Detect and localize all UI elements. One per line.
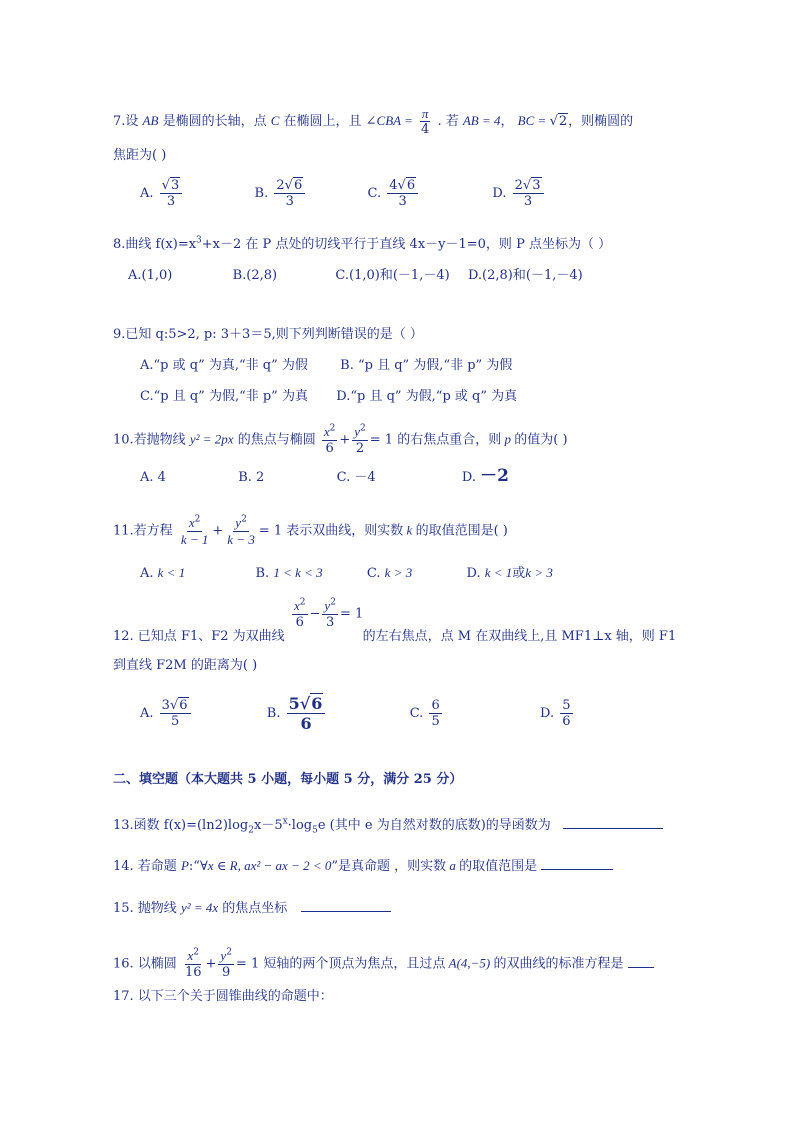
- q10-option-b[interactable]: B. 2: [238, 470, 265, 485]
- q8-option-b[interactable]: B.(2,8): [232, 268, 278, 283]
- q12-options: [140, 694, 575, 733]
- q8-option-a[interactable]: A.(1,0): [128, 268, 173, 283]
- q15-answer-blank[interactable]: [301, 899, 391, 912]
- q10-option-d[interactable]: D. －2: [461, 466, 509, 486]
- question-13: 13.函数 $f(x)=(\ln 2)\log_2x-5^x\cdot\log_5e$ (其中 e 为自然对数的底数)的导函数为: [113, 816, 663, 836]
- q7-option-a[interactable]: A. $\frac{√3}{3}$: [140, 186, 184, 201]
- question-10: 10.若抛物线 y² = 2px 的焦点与椭圆 $\frac{x^2}{6}$ + $\frac{y^2}{2}$ = 1 的右焦点重合，则 p 的值为( ): [113, 423, 568, 456]
- q7-option-c[interactable]: C. $\frac{4√6}{3}$: [368, 186, 421, 201]
- q8-options: [128, 266, 583, 286]
- q10-options: [140, 466, 509, 488]
- q14-answer-blank[interactable]: [541, 857, 613, 870]
- question-8: 8.曲线 $f(x)=x^3+x-2$ 在 P 点处的切线平行于直线 4x－y－1=0，则 P 点坐标为（ ）: [113, 235, 612, 252]
- q9-option-a[interactable]: A.“p 或 q” 为真,“非 q” 为假: [140, 358, 308, 373]
- q9-option-d[interactable]: D.“p 且 q” 为假,“p 或 q” 为真: [336, 389, 518, 404]
- q8-option-d[interactable]: D.(2,8)和(－1,－4): [467, 268, 583, 283]
- q7-option-b[interactable]: B. $\frac{2√6}{3}$: [255, 186, 308, 201]
- q12-option-a[interactable]: A. $\frac{3√6}{5}$: [140, 706, 193, 721]
- q12-option-c[interactable]: C. $\frac{6}{5}$: [409, 698, 440, 729]
- q11-option-d[interactable]: D. k < 1或k > 3: [466, 565, 553, 581]
- question-7: 7.设 AB 是椭圆的长轴，点 C 在椭圆上，且 ∠CBA = $\frac{\pi}{4}$ . 若 AB = 4， BC = √2，则椭圆的: [113, 106, 634, 137]
- q11-options: [140, 563, 553, 584]
- question-12-cont: 到直线 F2M 的距离为( ): [113, 658, 258, 673]
- q7-options: [140, 178, 546, 209]
- q11-option-a[interactable]: A. k < 1: [140, 565, 186, 581]
- q12-option-b[interactable]: B. $\frac{5√6}{6}$: [267, 706, 328, 721]
- question-15: 15. 抛物线 y² = 4x 的焦点坐标: [113, 898, 391, 919]
- question-16: 16. 以椭圆 $\frac{x^2}{16}$ + $\frac{y^2}{9}$ = 1 短轴的两个顶点为焦点，且过点 A(4,−5) 的双曲线的标准方程是: [113, 948, 654, 980]
- q9-options-row1: [140, 356, 512, 376]
- q13-answer-blank[interactable]: [563, 816, 663, 829]
- question-9: 9.已知 q:5>2, p: 3＋3＝5,则下列判断错误的是（ ）: [113, 327, 423, 342]
- q11-option-b[interactable]: B. 1 < k < 3: [255, 565, 323, 581]
- q12-hyperbola: $\frac{x^2}{6}$ − $\frac{y^2}{3}$ = 1: [294, 597, 364, 630]
- question-14: 14. 若命题 P:“∀x ∈ R, ax² − ax − 2 < 0”是真命题 ，则实数 a 的取值范围是: [113, 856, 613, 877]
- q16-answer-blank[interactable]: [628, 955, 654, 968]
- q9-option-c[interactable]: C.“p 且 q” 为假,“非 p” 为真: [140, 389, 308, 404]
- q10-option-c[interactable]: C. －4: [336, 470, 376, 485]
- q12-option-d[interactable]: D. $\frac{5}{6}$: [540, 698, 571, 729]
- question-17: 17. 以下三个关于圆锥曲线的命题中：: [113, 989, 333, 1004]
- q7-option-d[interactable]: D. $\frac{2√3}{3}$: [492, 186, 545, 201]
- q8-option-c[interactable]: C.(1,0)和(－1,－4): [335, 268, 450, 283]
- q9-option-b[interactable]: B. “p 且 q” 为假,“非 p” 为假: [340, 358, 513, 373]
- q9-options-row2: [140, 387, 517, 407]
- pi-over-4: $\frac{\pi}{4}$: [421, 106, 430, 137]
- q11-option-c[interactable]: C. k > 3: [366, 565, 413, 581]
- question-12: 12. 已知点 F1、F2 为双曲线 的左右焦点，点 M 在双曲线上,且 MF1⊥x 轴，则 F1: [113, 629, 677, 644]
- q10-option-a[interactable]: A. 4: [140, 470, 166, 485]
- question-11: 11.若方程 $\frac{x^2}{k - 1}$ + $\frac{y^2}{k - 3}$ = 1 表示双曲线，则实数 k 的取值范围是( ): [113, 514, 508, 547]
- section-2-heading: 二、填空题（本大题共 5 小题，每小题 5 分，满分 25 分）: [113, 772, 463, 787]
- question-7-cont: 焦距为( ): [113, 148, 167, 163]
